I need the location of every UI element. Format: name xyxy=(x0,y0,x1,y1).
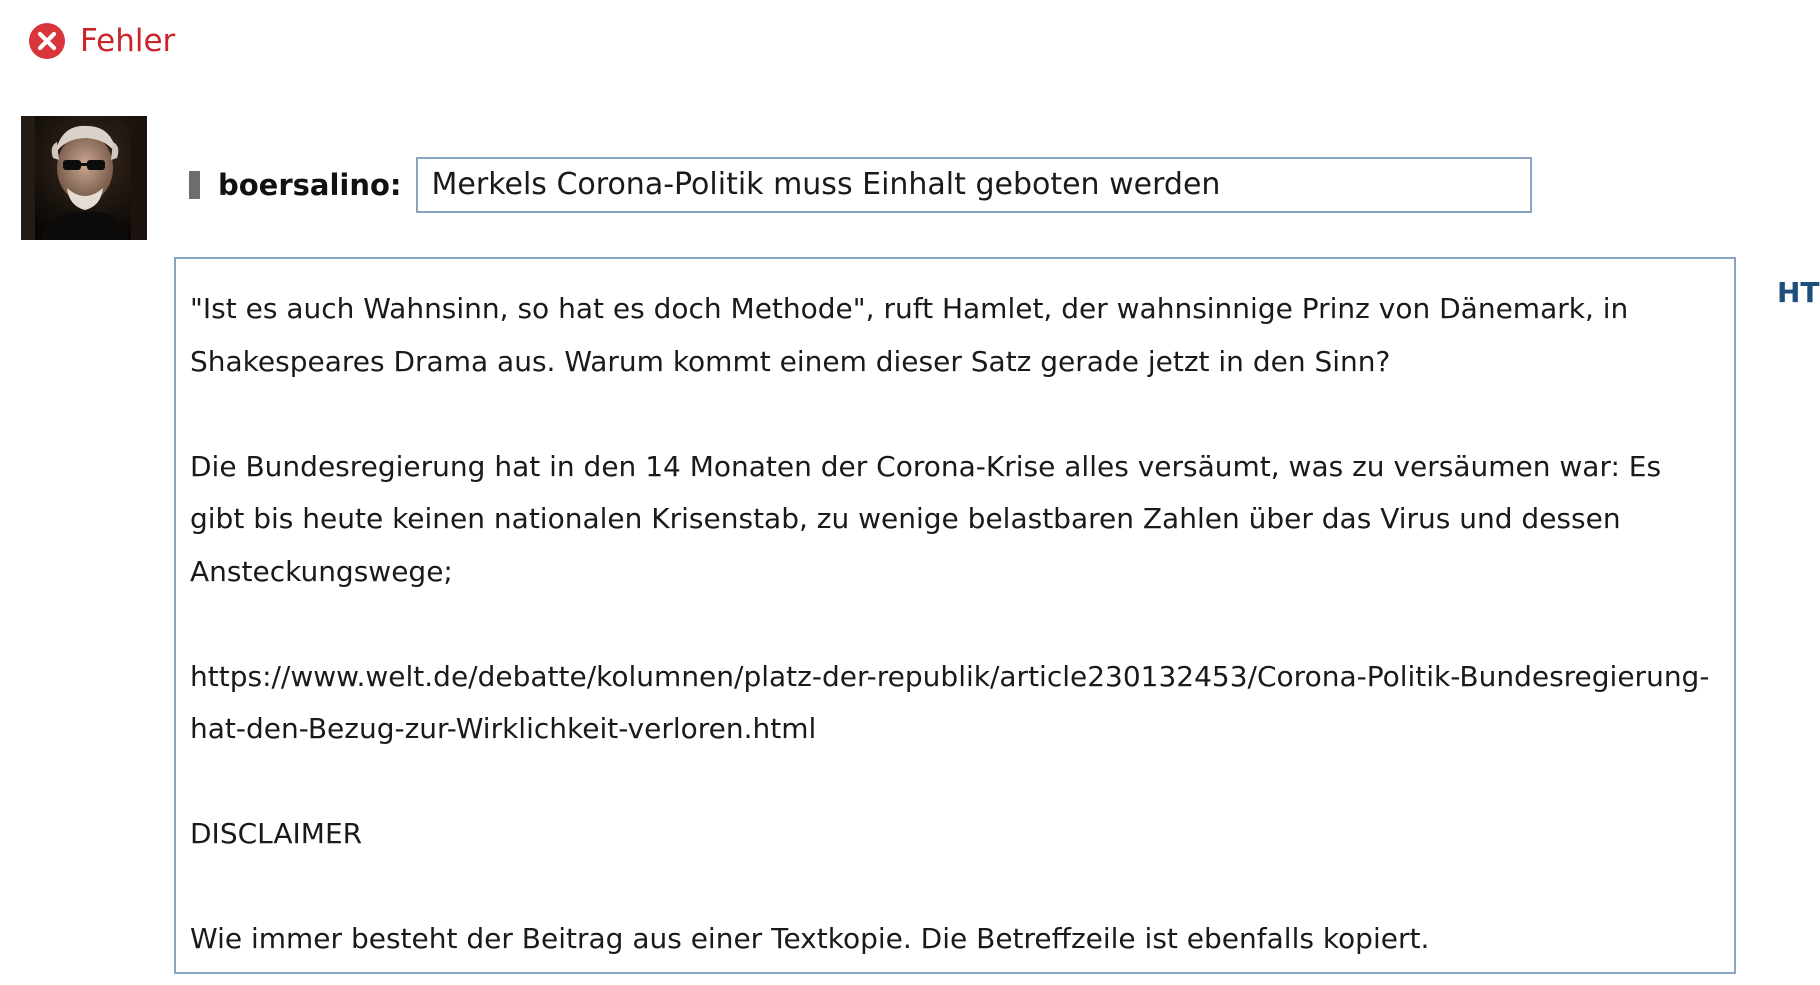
post-body-textarea[interactable] xyxy=(174,257,1736,974)
error-status xyxy=(28,22,175,60)
user-avatar xyxy=(21,116,147,240)
side-link[interactable]: HT xyxy=(1777,276,1820,309)
post-header xyxy=(189,154,1532,216)
author-name: boersalino: xyxy=(218,168,402,202)
post-body-text: "Ist es auch Wahnsinn, so hat es doch Methode", ruft Hamlet, der wahnsinnige Prinz von Dänemark, in Shakespeares Drama aus. Warum kommt einem dieser Satz gerade jetzt in den Sinn? Die Bundesregierung hat in den 14 Monaten der Corona-Krise alles versäumt, was zu versäumen war: Es gibt bis heute keinen nationalen Krisenstab, zu wenige belastbaren Zahlen über das Virus und dessen Ansteckungswege; https://www.welt.de/debatte/kolumnen/platz-der-republik/article230132453/Corona-Politik-Bundesregierung-hat-den-Bezug-zur-Wirklichkeit-verloren.html DISCLAIMER Wie immer besteht der Beitrag aus einer Textkopie. Die Betreffzeile ist ebenfalls kopiert. xyxy=(190,292,1710,955)
error-label: Fehler xyxy=(80,23,176,59)
error-x-icon xyxy=(28,22,66,60)
author-marker xyxy=(189,171,200,199)
subject-field[interactable]: Merkels Corona-Politik muss Einhalt geboten werden xyxy=(416,157,1532,213)
